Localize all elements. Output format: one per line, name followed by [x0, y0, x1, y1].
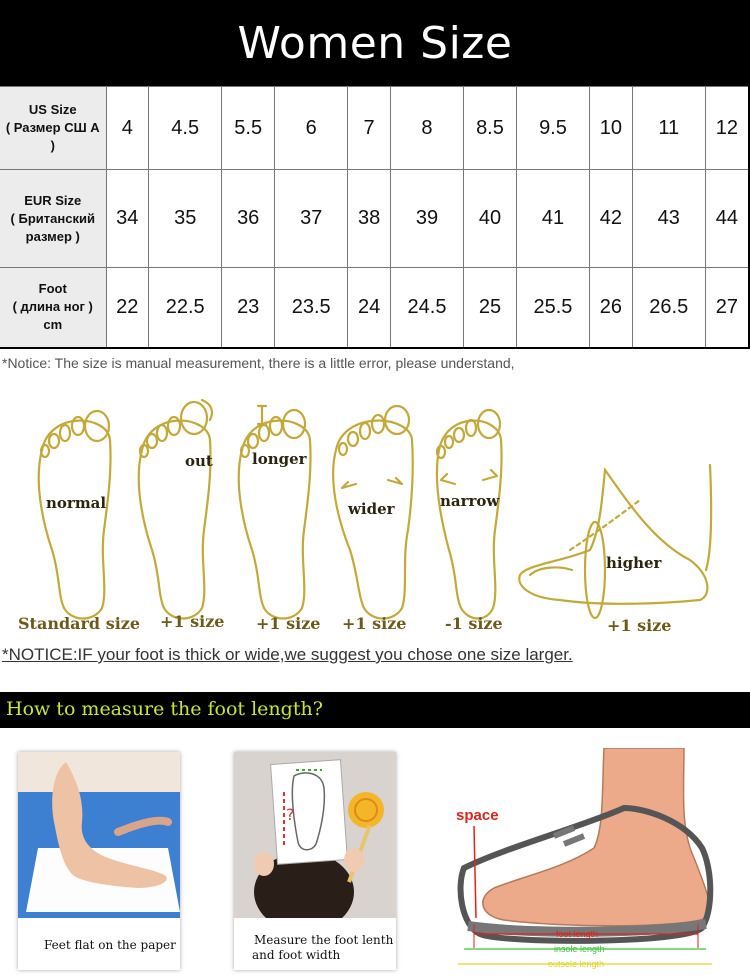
- size-cell: 11: [632, 87, 705, 170]
- normal-foot-icon: [39, 411, 111, 619]
- foot-label-longer: longer: [252, 450, 307, 468]
- row-header: EUR Size ( Британский размер ): [0, 170, 106, 268]
- title-bar: [0, 0, 750, 86]
- size-cell: 12: [705, 87, 749, 170]
- size-cell: 22: [106, 268, 149, 348]
- shoe-diagram-illustration: [444, 748, 734, 974]
- size-cell: 26.5: [632, 268, 705, 348]
- size-cell: 43: [632, 170, 705, 268]
- row-header: Foot ( длина ног ) cm: [0, 268, 106, 348]
- size-cell: 37: [275, 170, 348, 268]
- size-cell: 4: [106, 87, 149, 170]
- size-cell: 44: [705, 170, 749, 268]
- size-cell: 5.5: [222, 87, 275, 170]
- measurement-notice: *Notice: The size is manual measurement, there is a little error, please understand,: [2, 355, 515, 371]
- size-label-narrow: -1 size: [445, 614, 503, 633]
- size-cell: 25: [464, 268, 517, 348]
- higher-foot-icon: [519, 465, 711, 618]
- outsole-length-label: outsole length: [548, 959, 605, 969]
- size-cell: 10: [590, 87, 633, 170]
- size-cell: 36: [222, 170, 275, 268]
- foot-label-wider: wider: [348, 500, 395, 518]
- size-cell: 9.5: [516, 87, 589, 170]
- narrow-foot-icon: [437, 410, 502, 619]
- size-cell: 22.5: [149, 268, 222, 348]
- size-cell: 27: [705, 268, 749, 348]
- size-cell: 4.5: [149, 87, 222, 170]
- foot-label-normal: normal: [46, 494, 107, 512]
- row-header: US Size ( Размер СШ А ): [0, 87, 106, 170]
- size-cell: 35: [149, 170, 222, 268]
- size-cell: 6: [275, 87, 348, 170]
- size-label-out: +1 size: [160, 612, 225, 631]
- step2-caption-line2: and foot width: [252, 948, 341, 962]
- size-cell: 24: [348, 268, 391, 348]
- size-cell: 34: [106, 170, 149, 268]
- size-label-standard: Standard size: [18, 614, 141, 633]
- howto-bar: [0, 692, 750, 728]
- feet-on-paper-illustration: [18, 752, 180, 918]
- step-card-feet-on-paper: [18, 752, 180, 970]
- page-title: Women Size: [237, 17, 513, 69]
- space-label: space: [456, 807, 499, 824]
- foot-label-higher: higher: [606, 554, 662, 572]
- size-label-longer: +1 size: [256, 614, 321, 633]
- foot-shapes-guide: [0, 390, 750, 640]
- step-card-measure: [234, 752, 396, 970]
- longer-foot-icon: [239, 406, 311, 619]
- step1-caption: Feet flat on the paper: [44, 938, 176, 952]
- foot-label-out: out: [185, 452, 213, 470]
- size-cell: 39: [390, 170, 463, 268]
- size-cell: 8: [390, 87, 463, 170]
- measure-illustration: [234, 752, 396, 918]
- insole-length-label: insole length: [554, 944, 605, 954]
- size-cell: 24.5: [390, 268, 463, 348]
- size-cell: 26: [590, 268, 633, 348]
- size-cell: 25.5: [516, 268, 589, 348]
- size-cell: 40: [464, 170, 517, 268]
- svg-text:?: ?: [286, 805, 295, 824]
- size-cell: 8.5: [464, 87, 517, 170]
- foot-length-label: foot length: [556, 929, 599, 939]
- step2-caption-line1: Measure the foot lenth: [254, 933, 394, 947]
- foot-cm-row: [0, 268, 749, 348]
- shoe-length-diagram: [444, 748, 734, 974]
- out-foot-icon: [139, 400, 212, 619]
- size-cell: 42: [590, 170, 633, 268]
- size-cell: 41: [516, 170, 589, 268]
- size-label-wider: +1 size: [342, 614, 407, 633]
- size-chart-table: [0, 86, 750, 349]
- eur-size-row: [0, 170, 749, 268]
- size-cell: 23.5: [275, 268, 348, 348]
- howto-title: How to measure the foot length?: [6, 698, 323, 720]
- us-size-row: [0, 87, 749, 170]
- size-label-higher: +1 size: [607, 616, 672, 635]
- size-cell: 7: [348, 87, 391, 170]
- foot-label-narrow: narrow: [440, 492, 500, 510]
- size-cell: 23: [222, 268, 275, 348]
- size-cell: 38: [348, 170, 391, 268]
- thick-wide-notice: *NOTICE:IF your foot is thick or wide,we suggest you chose one size larger.: [2, 645, 573, 664]
